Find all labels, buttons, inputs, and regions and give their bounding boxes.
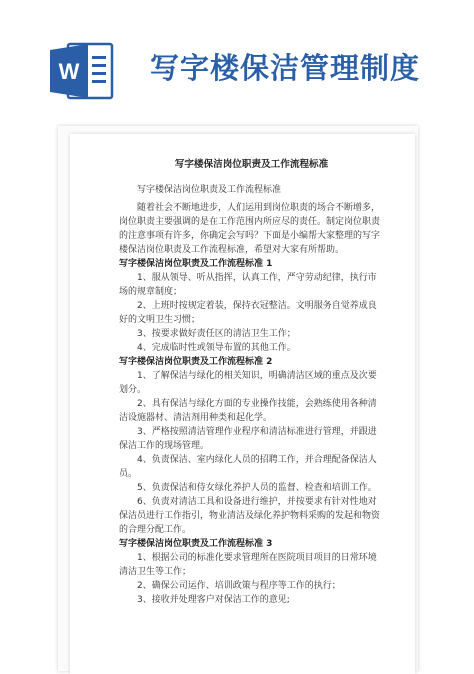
list-item: 3、按要求做好责任区的清洁卫生工作；: [137, 329, 296, 339]
banner-title: 写字楼保洁管理制度: [150, 51, 421, 85]
section-title: 写字楼保洁岗位职责及工作流程标准 3: [119, 539, 273, 549]
document-page: [70, 134, 415, 674]
list-item: 6、负责对清洁工具和设备进行维护，并按要求有针对性地对保洁员进行工作指引，物业清洁及绿化养护物料采购的发起和物资的合理分配工作。: [119, 497, 381, 535]
list-item: 1、根据公司的标准化要求管理所在医院项目项目的日常环境清洁卫生等工作；: [119, 553, 377, 577]
list-item: 4、完成临时性或领导布置的其他工作。: [137, 343, 296, 353]
document-subtitle: 写字楼保洁岗位职责及工作流程标准: [137, 185, 282, 195]
list-item: 5、负责保洁和侍女绿化养护人员的监督、检查和培训工作。: [137, 483, 377, 493]
list-item: 1、服从领导、听从指挥，认真工作，严守劳动纪律，执行市场的规章制度；: [119, 273, 377, 297]
document-heading: 写字楼保洁岗位职责及工作流程标准: [174, 159, 329, 170]
banner: [0, 0, 474, 120]
list-item: 4、负责保洁、室内绿化人员的招聘工作，并合理配备保洁人员。: [119, 455, 377, 479]
list-item: 1、了解保洁与绿化的相关知识，明确清洁区域的重点及次要划分。: [119, 371, 377, 395]
list-item: 3、接收并处理客户对保洁工作的意见;: [137, 595, 290, 605]
list-item: 2、具有保洁与绿化方面的专业操作技能，会熟练使用各种清洁设施器材、清洁剂用种类和起化学。: [119, 399, 377, 423]
section-title: 写字楼保洁岗位职责及工作流程标准 1: [119, 259, 273, 269]
list-item: 2、上班时按规定着装，保持衣冠整洁。文明服务自觉养成良好的文明卫生习惯；: [119, 301, 377, 325]
word-document-icon: [48, 40, 118, 102]
document-content: [119, 158, 384, 607]
list-item: 2、确保公司运作、培训政策与程序等工作的执行；: [137, 581, 341, 591]
list-item: 3、严格按照清洁管理作业程序和清洁标准进行管理，并跟进保洁工作的现场管理。: [119, 427, 377, 451]
section-title: 写字楼保洁岗位职责及工作流程标准 2: [119, 357, 273, 367]
intro-paragraph: 随着社会不断地进步，人们运用到岗位职责的场合不断增多，岗位职责主要强调的是在工作范围内所应尽的责任。制定岗位职责的注意事项有许多，你确定会写吗？下面是小编帮大家整理的写字楼保洁岗位职责及工作流程标准，希望对大家有所帮助。: [119, 203, 381, 255]
svg-text:W: W: [58, 59, 80, 84]
